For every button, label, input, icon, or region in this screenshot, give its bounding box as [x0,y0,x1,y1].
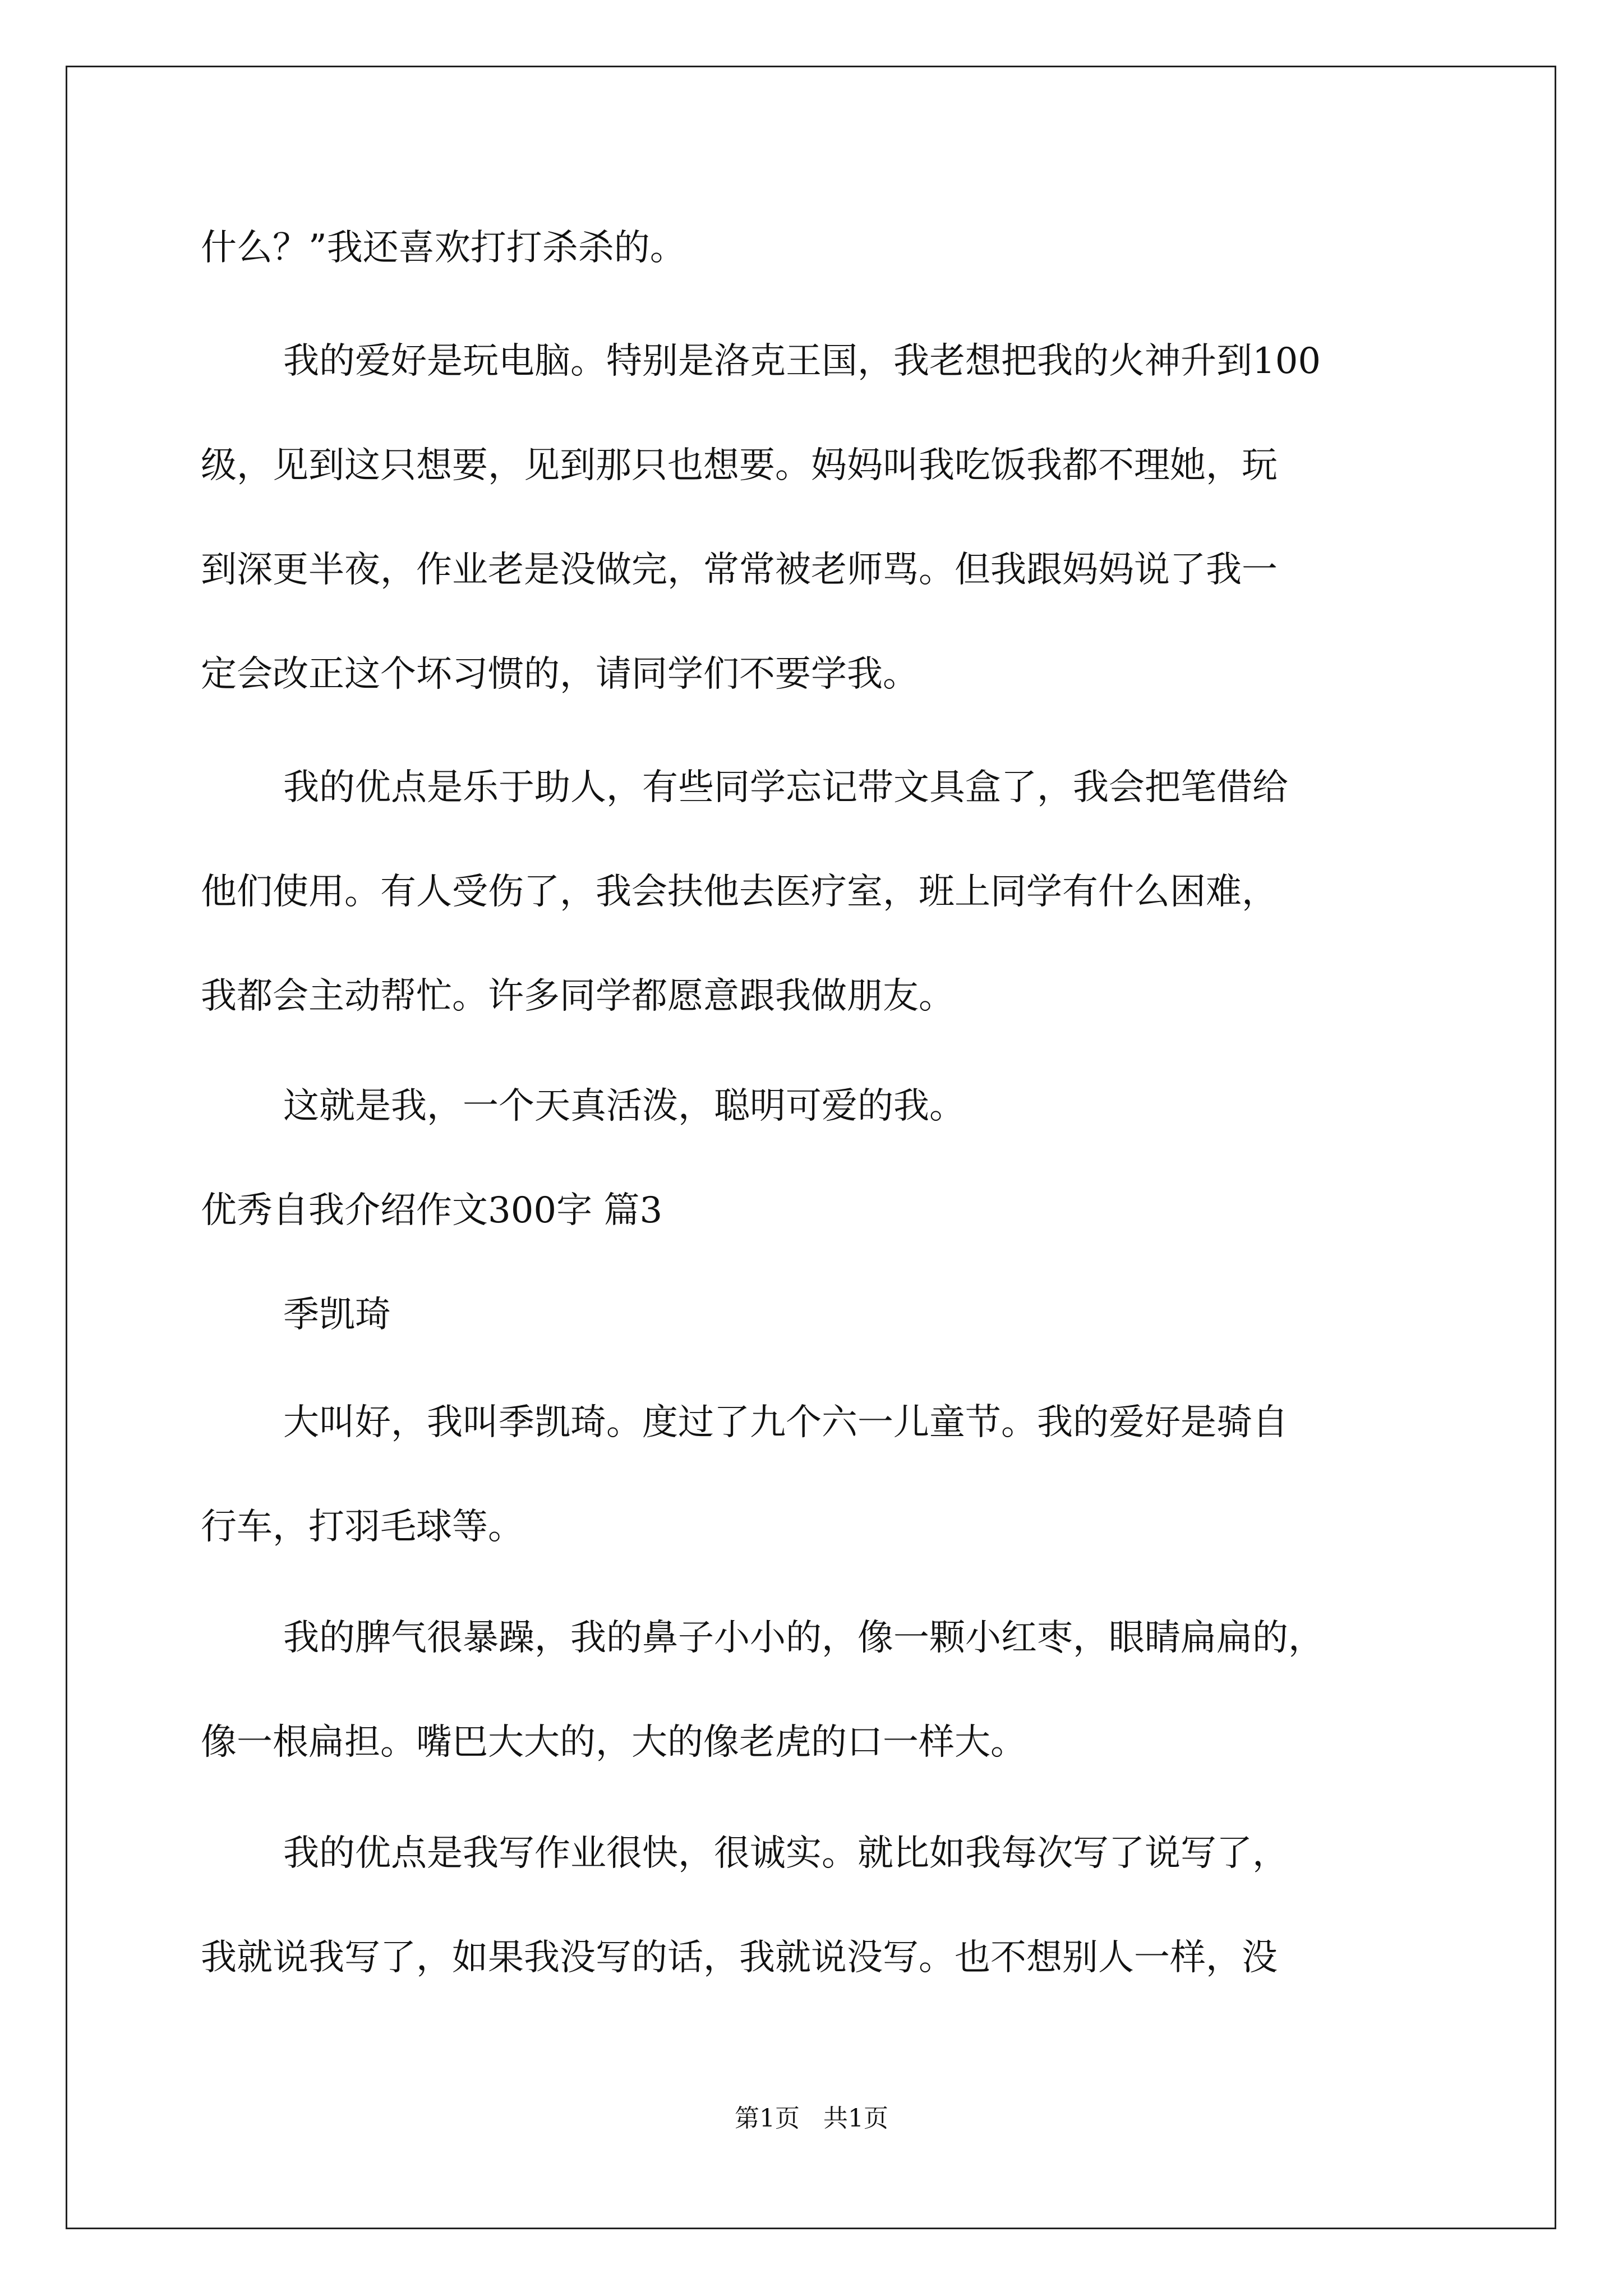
body-line: 我就说我写了，如果我没写的话，我就说没写。也不想别人一样，没 [201,1937,1278,1978]
body-line: 定会改正这个坏习惯的，请同学们不要学我。 [201,654,919,695]
body-line: 像一根扁担。嘴巴大大的，大的像老虎的口一样大。 [201,1722,1026,1763]
paragraph-first-line: 我的脾气很暴躁，我的鼻子小小的，像一颗小红枣，眼睛扁扁的， [283,1617,1324,1659]
paragraph-first-line: 大叫好，我叫季凯琦。度过了九个六一儿童节。我的爱好是骑自 [283,1402,1288,1443]
body-line: 级，见到这只想要，见到那只也想要。妈妈叫我吃饭我都不理她，玩 [201,445,1278,486]
author-name: 季凯琦 [283,1294,391,1336]
paragraph-first-line: 我的优点是我写作业很快，很诚实。就比如我每次写了说写了， [283,1833,1288,1874]
body-line: 他们使用。有人受伤了，我会扶他去医疗室，班上同学有什么困难， [201,871,1278,913]
body-line: 什么？”我还喜欢打打杀杀的。 [201,227,686,269]
body-line: 我都会主动帮忙。许多同学都愿意跟我做朋友。 [201,976,955,1017]
paragraph-first-line: 我的爱好是玩电脑。特别是洛克王国，我老想把我的火神升到100 [283,341,1321,382]
page-border [66,66,1556,2229]
section-heading: 优秀自我介绍作文300字 篇3 [201,1190,663,1231]
paragraph-first-line: 这就是我，一个天真活泼，聪明可爱的我。 [283,1085,965,1127]
paragraph-first-line: 我的优点是乐于助人，有些同学忘记带文具盒了，我会把笔借给 [283,767,1288,808]
body-line: 到深更半夜，作业老是没做完，常常被老师骂。但我跟妈妈说了我一 [201,549,1278,591]
body-line: 行车，打羽毛球等。 [201,1506,524,1548]
page-footer: 第1页 共1页 [735,2104,888,2133]
